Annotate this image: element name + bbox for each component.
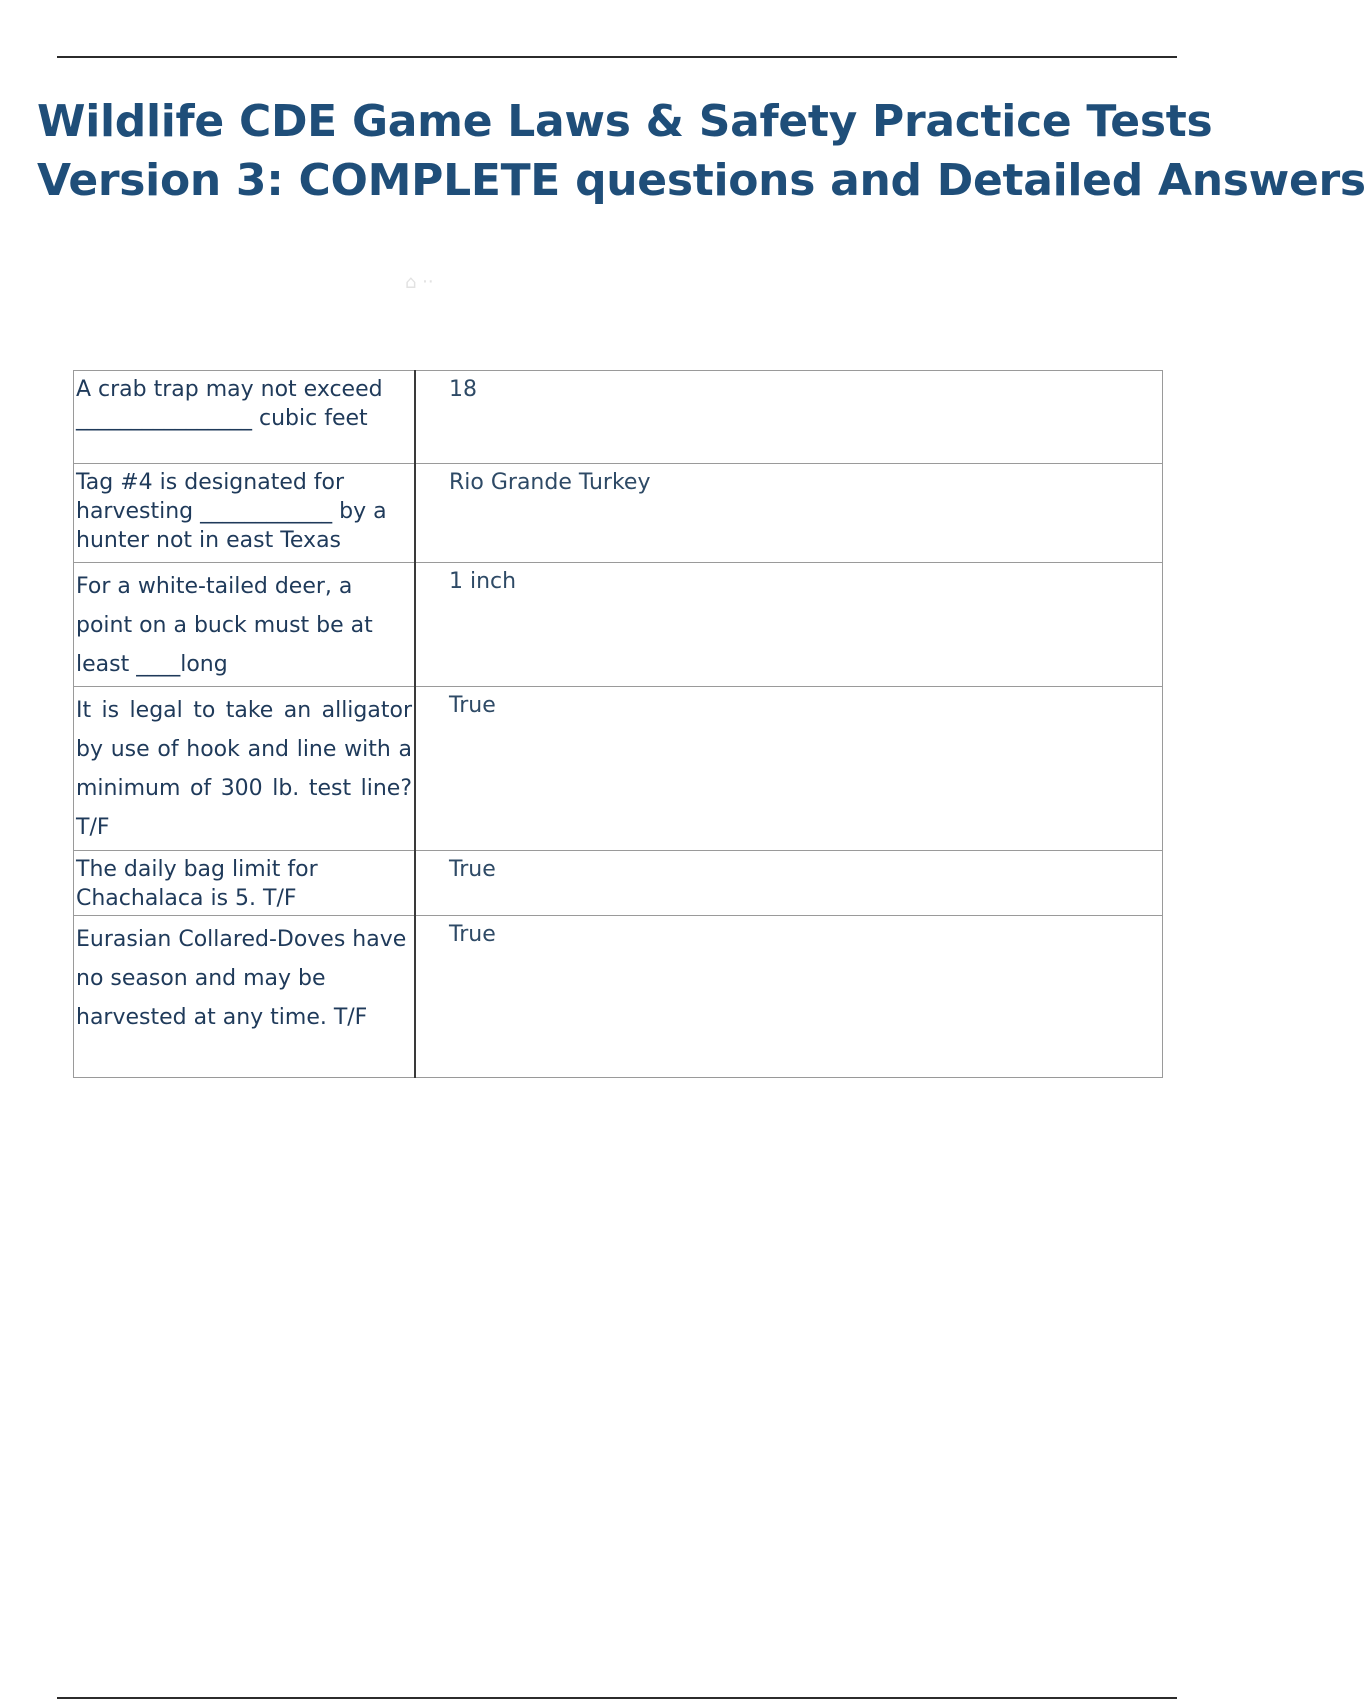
qa-table <box>73 370 1163 1078</box>
answer-cell: True <box>415 851 1163 916</box>
table-row <box>74 916 1163 1078</box>
header-rule <box>57 56 1177 58</box>
table-row <box>74 464 1163 563</box>
answer-cell: True <box>415 916 1163 1078</box>
question-cell: For a white-tailed deer, a point on a buck must be at least ____long <box>74 563 416 687</box>
question-cell: A crab trap may not exceed ________________ cubic feet <box>74 371 416 464</box>
table-row <box>74 851 1163 916</box>
answer-cell: 18 <box>415 371 1163 464</box>
footer-rule <box>57 1697 1177 1699</box>
table-row <box>74 687 1163 851</box>
question-cell: The daily bag limit for Chachalaca is 5. T/F <box>74 851 416 916</box>
faint-watermark-icon: ⌂ ‧‧ <box>405 272 434 293</box>
title-line-2: Version 3: COMPLETE questions and Detailed Answers <box>37 155 1366 206</box>
question-cell: It is legal to take an alligator by use of hook and line with a minimum of 300 lb. test line? T/F <box>74 687 416 851</box>
answer-cell: True <box>415 687 1163 851</box>
document-title <box>37 92 1366 210</box>
title-line-1: Wildlife CDE Game Laws & Safety Practice Tests <box>37 96 1213 147</box>
table-row <box>74 563 1163 687</box>
answer-cell: 1 inch <box>415 563 1163 687</box>
question-cell: Eurasian Collared-Doves have no season and may be harvested at any time. T/F <box>74 916 416 1078</box>
answer-cell: Rio Grande Turkey <box>415 464 1163 563</box>
table-row <box>74 371 1163 464</box>
question-cell: Tag #4 is designated for harvesting ____________ by a hunter not in east Texas <box>74 464 416 563</box>
